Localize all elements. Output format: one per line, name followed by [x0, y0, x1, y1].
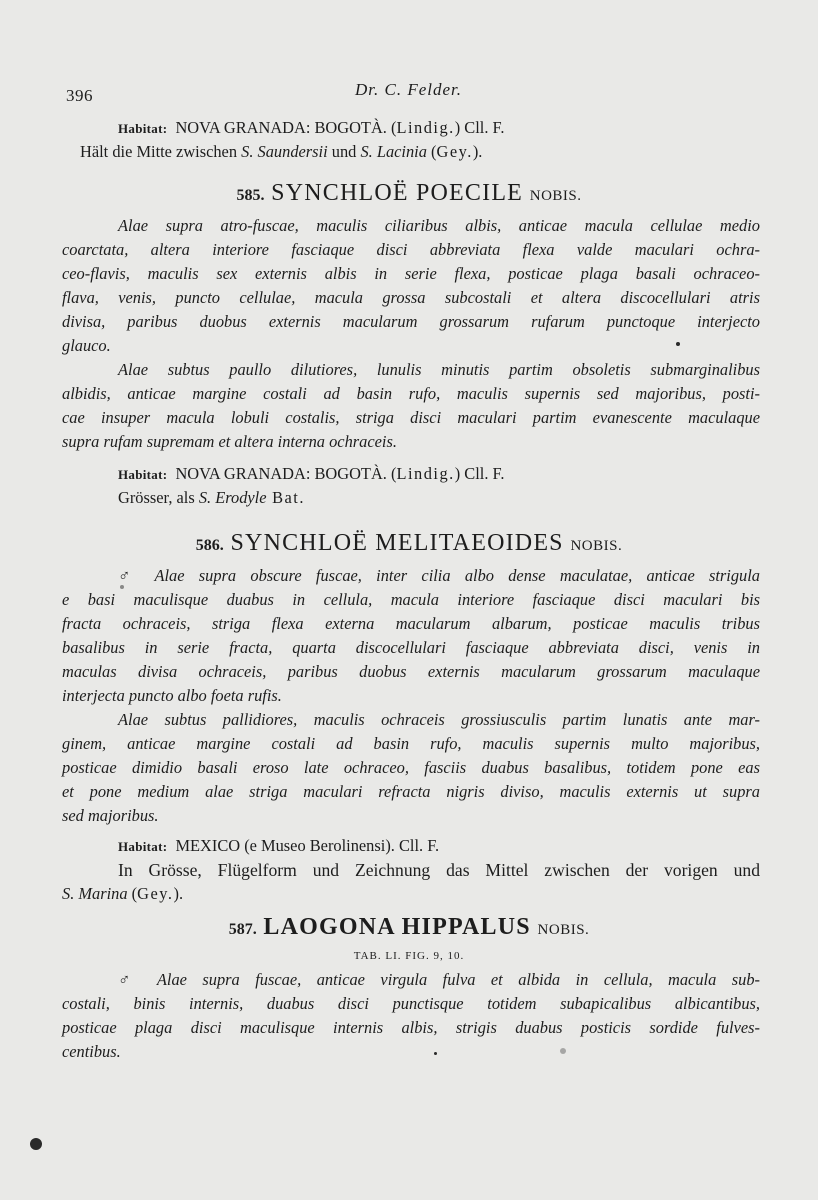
species-587-description: ♂ Alae supra fuscae, anticae virgula fulva et albida in cellula, macula sub- costali, binis internis, duabus disci punctisque totidem subapicalibus albicantibus, posticae plaga disci maculisque internis albis, strigis duabus posticis sordide fulves- centibus.	[62, 970, 760, 1061]
habitat-label: Habitat:	[118, 839, 168, 854]
species-heading-586: 586. SYNCHLOË MELITAEOIDES NOBIS.	[195, 530, 623, 556]
habitat-line: Habitat: NOVA GRANADA: BOGOTÀ. (Lindig.) Cll. F.	[118, 118, 505, 137]
ink-spot	[560, 1048, 566, 1054]
ink-spot	[120, 585, 124, 589]
note-line: Hält die Mitte zwischen S. Saundersii und S. Lacinia (Gey.).	[80, 142, 483, 161]
species-586-habitat: Habitat: MEXICO (e Museo Berolinensi). Cll. F. In Grösse, Flügelform und Zeichnung das Mittel zwischen der vorigen und S. Marina (Gey.).	[62, 836, 760, 903]
habitat-label: Habitat:	[118, 467, 168, 482]
plate-reference: TAB. LI. FIG. 9, 10.	[353, 950, 465, 962]
ink-spot	[434, 1052, 437, 1055]
running-head: Dr. C. Felder.	[355, 80, 463, 99]
species-585-habitat: Habitat: NOVA GRANADA: BOGOTÀ. (Lindig.) Cll. F. Grösser, als S. Erodyle Bat.	[118, 464, 505, 507]
species-heading-587: 587. LAOGONA HIPPALUS NOBIS.	[228, 914, 590, 940]
ink-spot	[30, 1138, 42, 1150]
ink-spot	[676, 342, 680, 346]
species-586-description: ♂ Alae supra obscure fuscae, inter cilia albo dense maculatae, anticae strigula e basi maculisque duabus in cellula, macula interiore fasciaque disci maculari bis fracta ochraceis, striga flexa externa macularum albarum, posticae maculis tribus basalibus in serie fracta, quarta discocellulari fasciaque abbreviata disci, venis in maculas divisa ochraceis, paribus duobus externis macularum grossarum maculaque interjecta puncto albo foeta rufis. Alae subtus pallidiores, maculis ochraceis grossiusculis partim lunatis ante mar- ginem, anticae margine costali ad basin rufo, maculis supernis multo majoribus, posticae dimidio basali eroso late ochraceo, fasciis duabus basalibus, totidem pone eas et pone medium alae striga maculari refracta nigris diviso, maculis externis ut supra sed majoribus.	[62, 566, 760, 825]
species-585-description: Alae supra atro-fuscae, maculis ciliaribus albis, anticae macula cellulae medio coarctata, altera interiore fasciaque disci abbreviata flexa valde maculari ochra- ceo-flavis, maculis sex externis albis in serie flexa, posticae plaga basali ochraceo- flava, venis, puncto cellulae, macula grossa subcostali et altera discocellulari atris divisa, paribus duobus externis macularum grossarum rufarum punctoque interjecto glauco. Alae subtus paullo dilutiores, lunulis minutis partim obsoletis submarginalibus albidis, anticae margine costali ad basin rufo, maculis supernis sed majoribus, posti- cae insuper macula lobuli costalis, striga disci maculari partim evanescente maculaque supra rufam supremam et altera interna ochraceis.	[62, 216, 760, 451]
page-number: 396	[66, 86, 93, 105]
species-heading-585: 585. SYNCHLOË POECILE NOBIS.	[236, 180, 582, 206]
previous-species-tail	[62, 116, 760, 164]
habitat-label: Habitat:	[118, 121, 168, 136]
